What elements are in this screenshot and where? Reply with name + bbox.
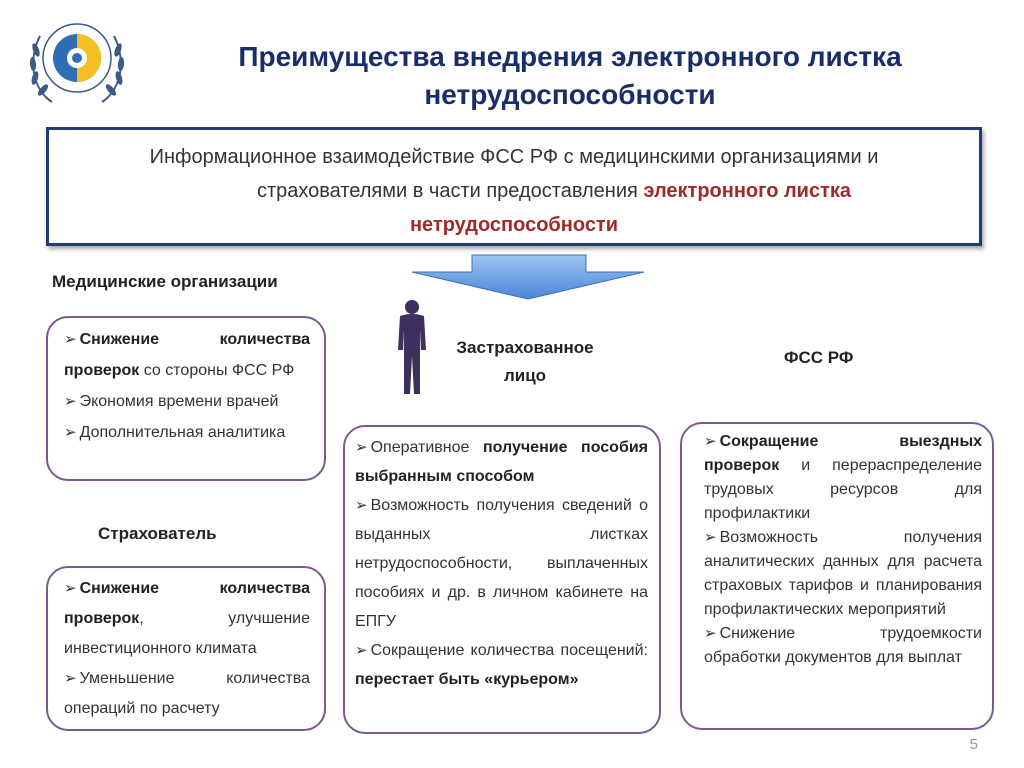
page-number: 5	[969, 736, 978, 753]
arrow-bullet-icon: ➢	[704, 433, 717, 450]
heading-fss: ФСС РФ	[784, 348, 854, 367]
arrow-bullet-icon: ➢	[64, 670, 77, 687]
item-text: Уменьшение количества операций по расчету	[64, 670, 310, 717]
arrow-bullet-icon: ➢	[355, 439, 368, 456]
item-bold: Сокращение выездных проверок	[704, 433, 982, 474]
list-item	[704, 526, 982, 622]
arrow-bullet-icon: ➢	[64, 424, 77, 441]
item-text: со стороны ФСС РФ	[139, 362, 295, 379]
intro-text	[69, 140, 959, 242]
list-item	[704, 430, 982, 526]
list-item	[64, 664, 310, 724]
arrow-bullet-icon: ➢	[64, 393, 77, 410]
arrow-bullet-icon: ➢	[64, 580, 77, 597]
intro-line-2	[69, 174, 959, 208]
intro-highlight-1: электронного листка	[643, 180, 852, 202]
item-text: Сокращение количества посещений:	[370, 642, 648, 659]
arrow-bullet-icon: ➢	[64, 331, 77, 348]
item-bold: Снижение количества проверок	[64, 580, 310, 627]
title-line-2: нетрудоспособности	[424, 79, 716, 110]
item-text: , улучшение инвестиционного климата	[64, 610, 310, 657]
item-bold: получение пособия выбранным способом	[355, 439, 648, 485]
title-line-1: Преимущества внедрения электронного листка	[238, 41, 902, 72]
page-title	[150, 38, 990, 114]
heading-medical: Медицинские организации	[52, 272, 278, 291]
fss-logo	[22, 14, 132, 110]
item-text: Экономия времени врачей	[79, 393, 279, 410]
heading-insured-person: Застрахованное лицо	[456, 338, 594, 385]
arrow-bullet-icon: ➢	[704, 625, 717, 642]
item-text: и перераспределение трудовых ресурсов для профилактики	[704, 457, 982, 522]
list-item	[64, 417, 310, 448]
list-item	[355, 636, 648, 694]
arrow-bullet-icon: ➢	[355, 642, 368, 659]
intro-line-1: Информационное взаимодействие ФСС РФ с медицинскими организациями и	[149, 146, 879, 168]
list-item	[355, 433, 648, 491]
item-text: Оперативное	[370, 439, 483, 456]
insured-person-benefits-box	[343, 425, 661, 734]
list-item	[355, 491, 648, 636]
intro-highlight-2: нетрудоспособности	[409, 214, 619, 236]
arrow-bullet-icon: ➢	[704, 529, 717, 546]
arrow-bullet-icon: ➢	[355, 497, 368, 514]
medical-benefits-box	[46, 316, 326, 481]
intro-line-2-plain: страхователями в части предоставления	[256, 180, 644, 202]
list-item	[64, 324, 310, 386]
list-item	[64, 386, 310, 417]
item-text: Дополнительная аналитика	[79, 424, 286, 441]
list-item	[704, 622, 982, 670]
fss-benefits-box	[680, 422, 994, 730]
item-text: Возможность получения аналитических данных для расчета страховых тарифов и планирования профилактических мероприятий	[704, 529, 982, 618]
person-icon	[392, 298, 432, 398]
list-item	[64, 574, 310, 664]
intro-box	[46, 127, 982, 246]
heading-insurer: Страхователь	[98, 524, 217, 543]
item-text: Снижение трудоемкости обработки документов для выплат	[704, 625, 982, 666]
down-arrow-icon	[410, 254, 646, 300]
item-text: Возможность получения сведений о выданных листках нетрудоспособности, выплаченных пособиях и др. в личном кабинете на ЕПГУ	[355, 497, 648, 630]
item-bold: перестает быть «курьером»	[355, 671, 579, 688]
item-bold: Снижение количества проверок	[64, 331, 310, 379]
insurer-benefits-box	[46, 566, 326, 731]
